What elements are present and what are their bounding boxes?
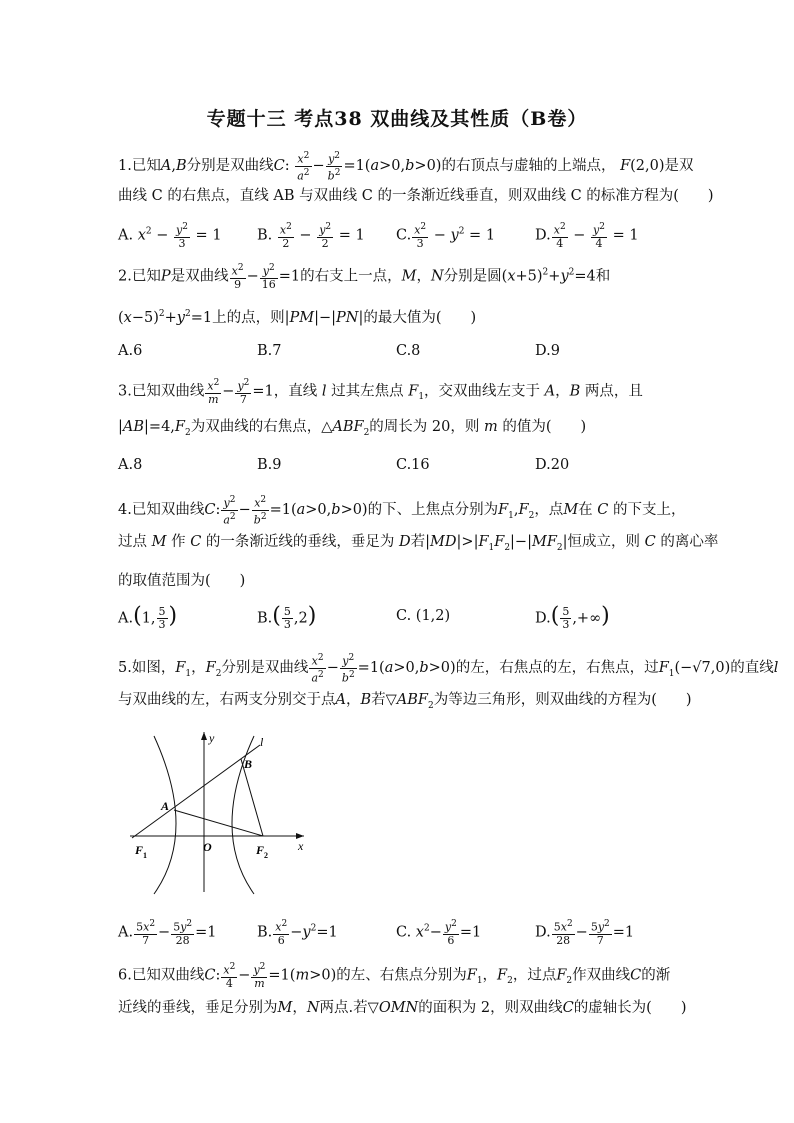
label-A: A	[161, 799, 170, 813]
question-3-line-1: 3.已知双曲线 $\frac{x^2}{m}$ − $\frac{y^2}{7}$ =1，直线 l 过其左焦点 $F_1$，交双曲线左支于 A，B 两点，且	[118, 378, 643, 406]
question-4-line-3: 的取值范围为( )	[118, 573, 246, 589]
question-1-line-2: 曲线 C 的右焦点，直线 AB 与双曲线 C 的一条渐近线垂直，则双曲线 C 的标准方程为( )	[118, 188, 714, 204]
q5-option-d: D. $\frac{5x^2}{28}$ − $\frac{5y^2}{7}$ =1	[535, 919, 635, 947]
label-F2: F	[256, 843, 265, 857]
q5-option-b: B. $\frac{x^2}{6}$ $-y^2=1$	[257, 919, 338, 947]
q1-option-c: C. $\frac{x^2}{3}$ − $y^2 = 1$	[396, 222, 496, 250]
q5-option-c: C. $x^2-$ $\frac{y^2}{6}$ =1	[396, 919, 482, 947]
label-F1: F	[135, 843, 144, 857]
q4-option-b: B.( $\frac{5}{3}$ ,2)	[257, 603, 317, 631]
question-5-line-1: 5.如图，$F_1$，$F_2$分别是双曲线 $\frac{x^2}{a^2}$ − $\frac{y^2}{b^2}$ =1(a>0,b>0)的左，右焦点的左，右焦点，过$F_1(-√7,0)$的直线l	[118, 653, 779, 685]
label-F2-sub: 2	[264, 851, 268, 860]
label-l: l	[260, 735, 264, 749]
label-F1-sub: 1	[143, 851, 147, 860]
q3-option-d: D.20	[535, 457, 570, 473]
question-4-line-2: 过点 M 作 C 的一条渐近线的垂线，垂足为 D若$|MD|>|F_1F_2|-|MF_2|$恒成立，则 C 的离心率	[118, 534, 719, 553]
q5-option-a: A. $\frac{5x^2}{7}$ − $\frac{5y^2}{28}$ =1	[118, 919, 217, 947]
hyperbola-figure	[118, 728, 318, 898]
q2-option-a: A.6	[118, 343, 143, 359]
q4-option-a: A.(1, $\frac{5}{3}$ )	[118, 603, 178, 631]
q1-option-b: B. $\frac{x^2}{2}$ − $\frac{y^2}{2}$ = 1	[257, 222, 365, 250]
q2-option-d: D.9	[535, 343, 560, 359]
q4-option-c: C. (1,2)	[396, 608, 451, 624]
q2-option-b: B.7	[257, 343, 282, 359]
label-x: x	[298, 839, 304, 853]
q1-option-a: A. $x^2$ − $\frac{y^2}{3}$ = 1	[118, 222, 222, 250]
question-2-line-1: 2.已知P是双曲线 $\frac{x^2}{9}$ − $\frac{y^2}{16}$ =1的右支上一点，M，N分别是圆$(x+5)^2+y^2=4$和	[118, 263, 611, 291]
line-l	[132, 745, 260, 838]
label-B: B	[244, 757, 253, 771]
question-4-line-1: 4.已知双曲线C: $\frac{y^2}{a^2}$ − $\frac{x^2}{b^2}$ =1(a>0,b>0)的下、上焦点分别为$F_1,F_2$，点M在 C 的下支上，	[118, 495, 686, 527]
q4-option-d: D.( $\frac{5}{3}$ ,+∞)	[535, 603, 610, 631]
question-6-line-1: 6.已知双曲线C: $\frac{x^2}{4}$ − $\frac{y^2}{m}$ =1(m>0)的左、右焦点分别为$F_1$，$F_2$，过点$F_2$作双曲线C的渐	[118, 962, 671, 990]
question-6-line-2: 近线的垂线，垂足分别为M，N两点.若▽OMN的面积为 2，则双曲线C的虚轴长为( )	[118, 1000, 687, 1016]
y-axis-arrow	[201, 732, 207, 740]
q1-option-d: D. $\frac{x^2}{4}$ − $\frac{y^2}{4}$ = 1	[535, 222, 639, 250]
q3-option-c: C.16	[396, 457, 430, 473]
segment-AF2	[174, 810, 263, 836]
question-5-line-2: 与双曲线的左，右两支分别交于点A，B若$▽ABF_2$为等边三角形，则双曲线的方程为( )	[118, 692, 692, 711]
question-3-line-2: $|AB|=4,F_2$为双曲线的右焦点，$\triangle ABF_2$的周长为 20，则 m 的值为( )	[118, 419, 587, 438]
label-y: y	[209, 731, 215, 745]
label-O: O	[203, 840, 212, 854]
question-1-line-1: 1.已知A,B分别是双曲线C: $\frac{x^2}{a^2}$ − $\frac{y^2}{b^2}$ =1(a>0,b>0)的右顶点与虚轴的上端点， F(2,0)是双	[118, 151, 694, 183]
page-title: 专题十三 考点38 双曲线及其性质（B卷）	[206, 108, 588, 130]
q3-option-b: B.9	[257, 457, 282, 473]
question-2-line-2: $(x-5)^2+y^2=1$上的点，则|PM|−|PN|的最大值为( )	[118, 309, 477, 326]
q3-option-a: A.8	[118, 457, 143, 473]
left-branch	[154, 736, 176, 894]
q2-option-c: C.8	[396, 343, 421, 359]
